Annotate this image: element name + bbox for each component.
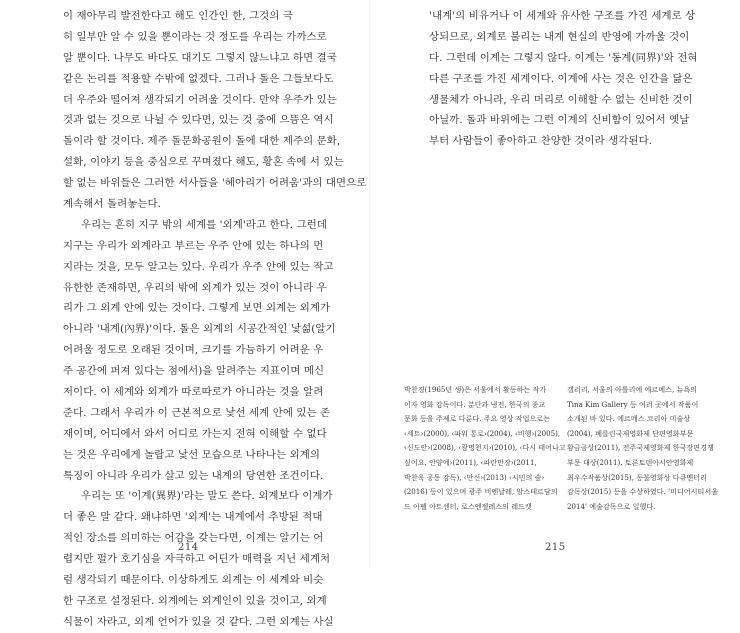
bio-line: (2016) 등이 있으며 광주 비엔날레, 암스테르담의 xyxy=(404,487,558,497)
body-line: 설화, 이야기 등을 중심으로 꾸며졌다 해도, 황혼 속에 서 있는 xyxy=(63,156,344,169)
bio-line: 문화 등을 주제로 다룬다. 주요 영상 작업으로는 xyxy=(404,414,550,424)
bio-line: 이자 영화 감독이다. 분단과 냉전, 한국의 종교 xyxy=(404,399,546,409)
bio-line: 최우수작품상(2015), 동불영화상 다큐멘터리 xyxy=(567,472,707,482)
body-line: 이 재아무리 발전한다고 해도 인간인 한, 그것의 극 xyxy=(63,10,293,22)
page-number-right: 215 xyxy=(545,542,566,553)
body-line: 특징이 아니라 우리가 살고 있는 내계의 당연한 조건이다. xyxy=(63,469,324,482)
right-page-body xyxy=(429,6,698,152)
body-line: 부터 사람들이 좋아하고 찬양한 것이라 생각된다. xyxy=(429,135,653,148)
bio-line: 2014' 예술감독으로 일했다. xyxy=(567,501,656,511)
body-line: 생물체가 아니라, 우리 머리로 이해할 수 없는 신비한 것이 xyxy=(429,93,693,106)
body-line: 한 구조로 설정된다. 외계에는 외계인이 있을 것이고, 외계 xyxy=(63,594,327,607)
bio-line: Tina Kim Gallery 등 여러 곳에서 작품이 xyxy=(567,399,699,409)
body-line: '내계'의 비유거나 이 세계와 유사한 구조를 가진 세계로 상 xyxy=(429,10,696,22)
body-line: 다른 구조를 가진 세계이다. 이계에 사는 것은 인간을 닮은 xyxy=(429,72,693,85)
body-line: 지라는 것을, 모두 알고는 있다. 우리가 우주 안에 있는 작고 xyxy=(63,260,334,273)
body-line: 적인 장소를 의미하는 어감을 갖는다면, 이계는 알기는 어 xyxy=(63,532,324,545)
body-line: 할 없는 바위들은 그러한 서사들을 '헤아리기 어려움'과의 대면으로 xyxy=(63,177,367,190)
body-line: 더 우주와 떨어져 생각되기 어려울 것이다. 만약 우주가 있는 xyxy=(63,93,337,106)
bio-line: 감독상(2015) 등을 수상하였다. '미디어시티서울 xyxy=(567,487,719,497)
body-line: 우리는 흔히 지구 밖의 세계를 '외계'라고 한다. 그런데 xyxy=(81,218,328,231)
page-number-left: 214 xyxy=(178,542,199,553)
body-line: 것과 없는 것으로 나뉠 수 있다면, 있는 것 중에 으뜸은 역시 xyxy=(63,114,334,127)
body-line: 준다. 그래서 우리가 이 근본적으로 낯선 세계 안에 있는 존 xyxy=(63,406,331,419)
body-line: 더 좋은 말 같다. 왜냐하면 '외계'는 내계에서 추방된 적대 xyxy=(63,511,323,524)
body-line: 저이다. 이 세계와 외계가 따로따로가 아니라는 것을 알려 xyxy=(63,386,324,399)
body-line: 같은 논리를 적용할 수밖에 없겠다. 그러나 돌은 그들보다도 xyxy=(63,72,334,85)
bio-line: 박찬욱 공동 감독), ‹만신›(2013) ‹시민의 숲› xyxy=(404,472,545,482)
body-line: 상되므로, 외계로 불리는 내계 현실의 반영에 가까울 것이 xyxy=(429,30,690,43)
body-line: 어려울 정도로 오래된 것이며, 크기를 가늠하기 어려운 우 xyxy=(63,344,324,357)
body-line: 재이며, 어디에서 와서 어디로 가는지 전혀 이해할 수 없다 xyxy=(63,427,327,440)
left-page-body xyxy=(63,6,366,633)
bio-line: 싶어요, 안양에›(2011), ‹파란만장›(2011, xyxy=(404,457,537,467)
body-line: 럼 생각되기 때문이다. 이상하게도 외계는 이 세계와 비슷 xyxy=(63,574,324,587)
body-line: 돌이라 할 것이다. 제주 돌문화공원이 돌에 대한 제주의 문화, xyxy=(63,135,341,148)
bio-line: ‹세트›(2000), ‹파워 통로›(2004), ‹비행›(2005), xyxy=(404,428,561,438)
bio-line: 박찬경(1965년 생)은 서울에서 활동하는 작가 xyxy=(404,385,547,394)
bio-line: 갤러리, 서울의 아틀리에 에르메스, 뉴욕의 xyxy=(567,385,698,394)
body-line: 주 공간에 퍼져 있다는 점에서)을 알려주는 지표이며 메신 xyxy=(63,365,325,378)
body-line: 아니라 '내계(內界)'이다. 돌은 외계의 시공간적인 낯섦(알기 xyxy=(63,323,336,336)
body-line: 식물이 자라고, 외계 언어가 있을 것 같다. 그런 외계는 사실 xyxy=(63,615,334,628)
bio-line: ‹신도안›(2008), ‹광명천지›(2010), ‹다시 태어나고 xyxy=(404,443,566,453)
bio-line: 부문 대상(2011), 토론토덴아시안영화제 xyxy=(567,457,694,467)
artist-bio-right xyxy=(567,383,718,514)
body-line: 유한한 존재하면, 우리의 밖에 외계가 있는 것이 아니라 우 xyxy=(63,281,327,294)
body-line: 지구는 우리가 외계라고 부르는 우주 안에 있는 하나의 먼 xyxy=(63,239,324,252)
book-gutter xyxy=(369,0,371,569)
body-line: 는 것은 우리에게 놀랍고 낯선 모습으로 나타나는 외계의 xyxy=(63,448,320,461)
body-line: 아닐까. 돌과 바위에는 그런 이계의 신비함이 있어서 옛날 xyxy=(429,114,690,127)
bio-line: (2004), 베를린국제영화제 단편영화부문 xyxy=(567,428,694,438)
body-line: 히 일부만 알 수 있을 뿐이라는 것 정도를 우리는 가까스로 xyxy=(63,30,327,43)
body-line: 알 뿐이다. 나무도 바다도 대기도 그렇지 않느냐고 하면 결국 xyxy=(63,51,337,64)
body-line: 리가 그 외계 안에 있는 것이다. 그렇게 보면 외계는 외계가 xyxy=(63,302,331,315)
bio-line: 소개된 바 있다. 에르메스 코리아 미술상 xyxy=(567,414,691,424)
body-line: 계속해서 돌려놓는다. xyxy=(63,198,162,211)
body-line: 다. 그런데 이계는 그렇지 않다. 이계는 '동계(同界)'와 전혀 xyxy=(429,51,698,64)
artist-bio-left xyxy=(404,383,566,514)
body-line: 우리는 또 '이계(異界)'라는 말도 쓴다. 외계보다 이계가 xyxy=(81,490,333,503)
bio-line: 드 아펠 아트센터, 로스엔젤레스의 레드캣 xyxy=(404,501,532,511)
body-line: 렵지만 펄가 호기심을 자극하고 어딘가 매력을 지닌 세계처 xyxy=(63,553,331,566)
bio-line: 황금곰상(2011), 전주국제영화제 한국장편경쟁 xyxy=(567,443,714,453)
